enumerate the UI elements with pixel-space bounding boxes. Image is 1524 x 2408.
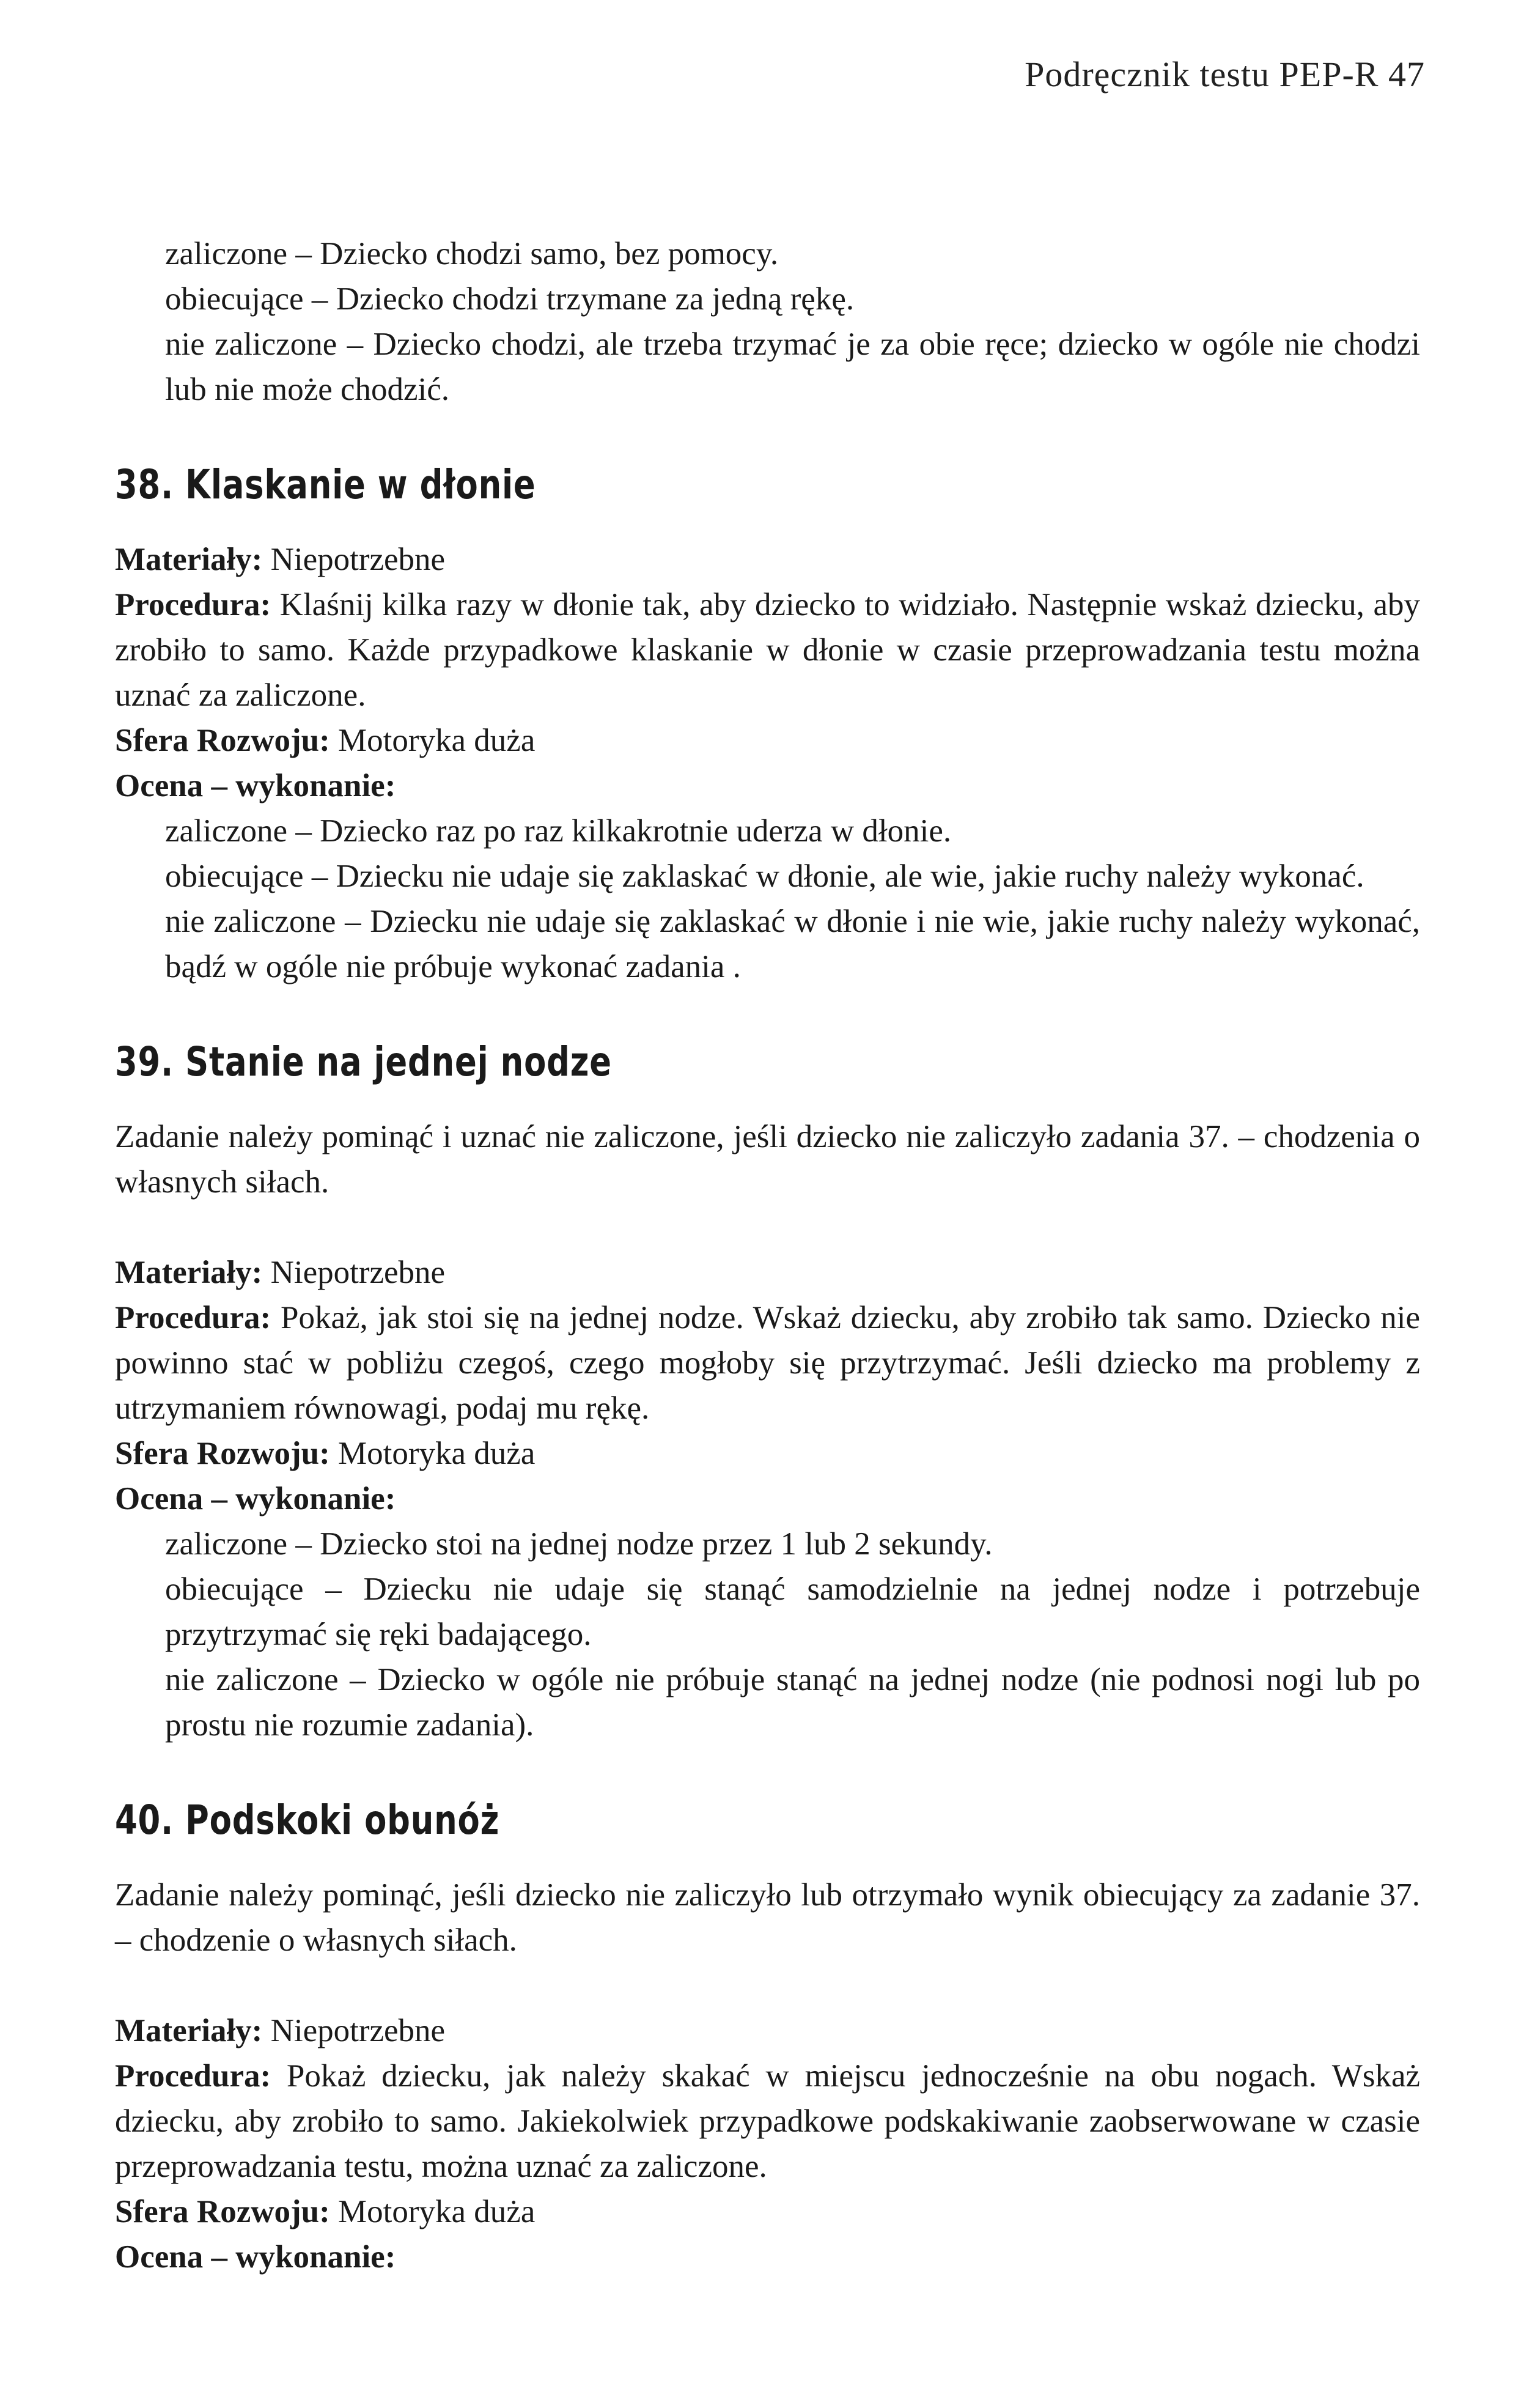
running-header: Podręcznik testu PEP-R 47 <box>1025 54 1425 94</box>
score-line: zaliczone – Dziecko raz po raz kilkakrotnie uderza w dłonie. <box>165 813 952 849</box>
score-line: nie zaliczone – Dziecko w ogóle nie próbuje stanąć na jednej nodze (nie podnosi nogi lub po prostu nie rozumie zadania). <box>165 1662 1420 1743</box>
score-line: nie zaliczone – Dziecko chodzi, ale trzeba trzymać je za obie ręce; dziecko w ogóle nie chodzi lub nie może chodzić. <box>165 327 1420 407</box>
score-line: obiecujące – Dziecku nie udaje się stanąć samodzielnie na jednej nodze i potrzebuje przytrzymać się ręki badającego. <box>165 1571 1420 1652</box>
sphere-label: Sfera Rozwoju: <box>115 723 330 758</box>
score-line: obiecujące – Dziecku nie udaje się zaklaskać w dłonie, ale wie, jakie ruchy należy wykonać. <box>165 859 1364 894</box>
procedure-label: Procedura: <box>115 587 271 622</box>
materials-line: Materiały: Niepotrzebne <box>115 1255 446 1290</box>
section-heading-39: 39. Stanie na jednej nodze <box>115 1038 612 1085</box>
page-body <box>115 231 1420 2280</box>
score-label: Ocena – wykonanie: <box>115 1481 396 1516</box>
sphere-label: Sfera Rozwoju: <box>115 2194 330 2229</box>
score-line: obiecujące – Dziecko chodzi trzymane za jedną rękę. <box>165 281 855 317</box>
materials-label: Materiały: <box>115 2013 263 2048</box>
procedure-line: Procedura: Klaśnij kilka razy w dłonie tak, aby dziecko to widziało. Następnie wskaż dziecku, aby zrobiło to samo. Każde przypadkowe klaskanie w dłonie w czasie przeprowadzania testu można uznać za zaliczone. <box>115 587 1420 713</box>
section-note: Zadanie należy pominąć, jeśli dziecko nie zaliczyło lub otrzymało wynik obiecujący za zadanie 37. – chodzenie o własnych siłach. <box>115 1877 1420 1958</box>
section-note: Zadanie należy pominąć i uznać nie zaliczone, jeśli dziecko nie zaliczyło zadania 37. – chodzenia o własnych siłach. <box>115 1119 1420 1200</box>
section-heading-38: 38. Klaskanie w dłonie <box>115 461 536 508</box>
sphere-line: Sfera Rozwoju: Motoryka duża <box>115 723 536 758</box>
sphere-line: Sfera Rozwoju: Motoryka duża <box>115 1436 536 1471</box>
materials-line: Materiały: Niepotrzebne <box>115 2013 446 2048</box>
score-line: zaliczone – Dziecko chodzi samo, bez pomocy. <box>165 236 779 271</box>
procedure-line: Procedura: Pokaż dziecku, jak należy skakać w miejscu jednocześnie na obu nogach. Wskaż dziecku, aby zrobiło to samo. Jakiekolwiek przypadkowe podskakiwanie zaobserwowane w czasie przeprowadzania testu, można uznać za zaliczone. <box>115 2058 1420 2184</box>
score-line: zaliczone – Dziecko stoi na jednej nodze przez 1 lub 2 sekundy. <box>165 1526 993 1562</box>
procedure-line: Procedura: Pokaż, jak stoi się na jednej nodze. Wskaż dziecku, aby zrobiło tak samo. Dziecko nie powinno stać w pobliżu czegoś, czego mogłoby się przytrzymać. Jeśli dziecko ma problemy z utrzymaniem równowagi, podaj mu rękę. <box>115 1300 1421 1426</box>
section-heading-40: 40. Podskoki obunóż <box>115 1797 500 1844</box>
materials-label: Materiały: <box>115 542 263 577</box>
sphere-line: Sfera Rozwoju: Motoryka duża <box>115 2194 536 2229</box>
materials-line: Materiały: Niepotrzebne <box>115 542 446 577</box>
sphere-label: Sfera Rozwoju: <box>115 1436 330 1471</box>
materials-label: Materiały: <box>115 1255 263 1290</box>
procedure-label: Procedura: <box>115 1300 271 1335</box>
score-label: Ocena – wykonanie: <box>115 2239 396 2275</box>
score-label: Ocena – wykonanie: <box>115 768 396 803</box>
procedure-label: Procedura: <box>115 2058 271 2094</box>
score-line: nie zaliczone – Dziecku nie udaje się zaklaskać w dłonie i nie wie, jakie ruchy należy wykonać, bądź w ogóle nie próbuje wykonać zadania . <box>165 904 1420 984</box>
